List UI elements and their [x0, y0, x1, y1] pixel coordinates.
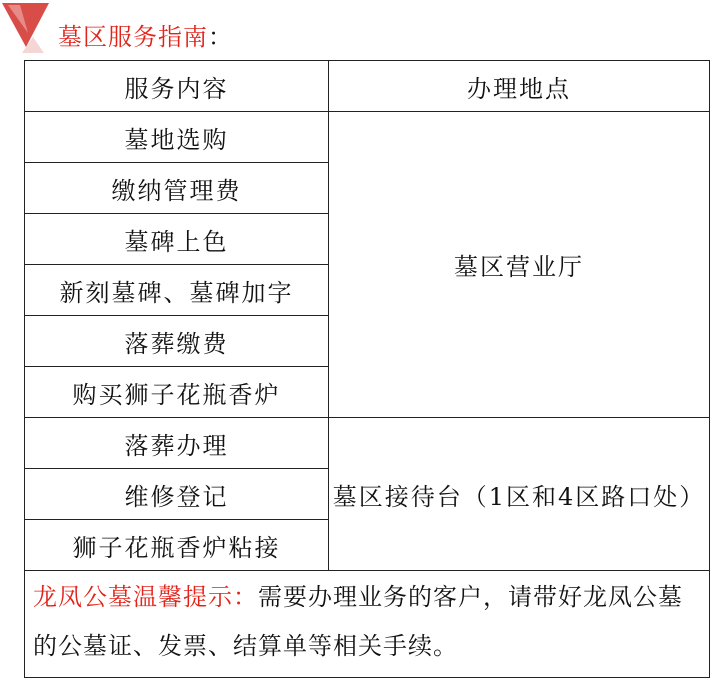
notice-cell: [25, 571, 710, 678]
page-title: [58, 22, 233, 52]
service-cell: 狮子花瓶香炉粘接: [25, 520, 329, 571]
location-cell: 墓区营业厅: [329, 112, 710, 418]
table-header-row: [25, 61, 710, 112]
service-guide-table: [24, 60, 710, 678]
service-cell: 墓地选购: [25, 112, 329, 163]
table-row: [25, 418, 710, 469]
service-cell: 维修登记: [25, 469, 329, 520]
notice-label: 龙凤公墓温馨提示：: [33, 583, 258, 611]
location-cell: 墓区接待台（1区和4区路口处）: [329, 418, 710, 571]
service-cell: 缴纳管理费: [25, 163, 329, 214]
service-cell: 购买狮子花瓶香炉: [25, 367, 329, 418]
page-title-text: 墓区服务指南: [58, 23, 208, 51]
header-service-content: 服务内容: [25, 61, 329, 112]
notice-text: 需要办理业务的客户，请带好龙凤公墓的公墓证、发票、结算单等相关手续。: [33, 583, 683, 660]
notice-row: [25, 571, 710, 678]
service-cell: 落葬缴费: [25, 316, 329, 367]
table-row: [25, 112, 710, 163]
page-title-colon: ：: [208, 23, 233, 51]
service-cell: 落葬办理: [25, 418, 329, 469]
service-cell: 墓碑上色: [25, 214, 329, 265]
triangle-marker-icon: [2, 3, 50, 55]
service-cell: 新刻墓碑、墓碑加字: [25, 265, 329, 316]
header-location: 办理地点: [329, 61, 710, 112]
header: [0, 0, 717, 60]
